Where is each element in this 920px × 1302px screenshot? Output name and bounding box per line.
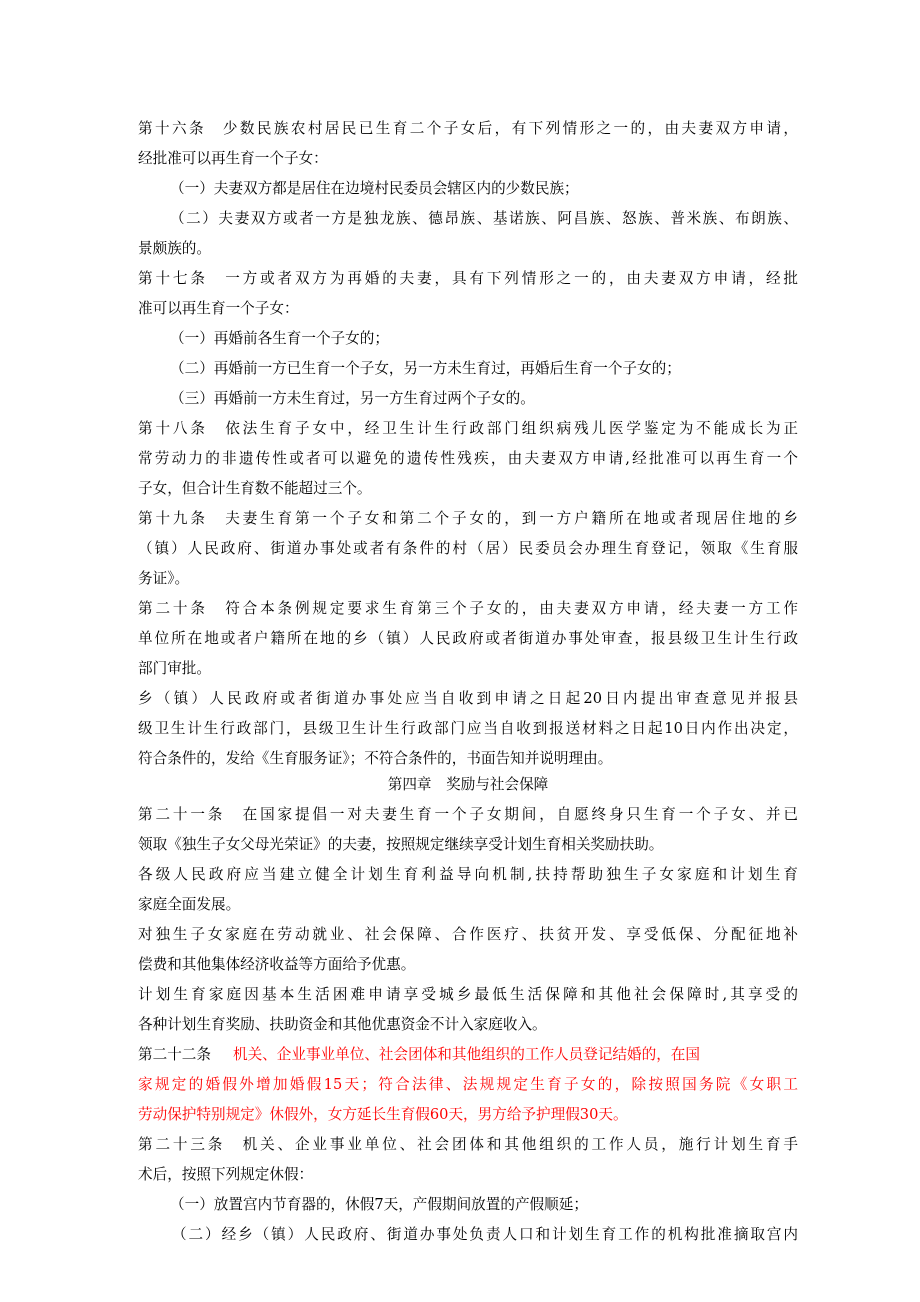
article-20-para-2-line-2: 级卫生计生行政部门，县级卫生计生行政部门应当自收到报送材料之日起10日内作出决定， [138, 720, 798, 737]
article-17-item-3: （三）再婚前一方未生育过，另一方生育过两个子女的。 [170, 390, 535, 407]
article-16-item-1: （一）夫妻双方都是居住在边境村民委员会辖区内的少数民族； [170, 180, 579, 197]
article-21-line-2: 领取《独生子女父母光荣证》的夫妻，按照规定继续享受计划生育相关奖励扶助。 [138, 836, 664, 853]
article-19-line-3: 务证》。 [138, 570, 190, 587]
article-21-para-4-line-1: 计划生育家庭因基本生活困难申请享受城乡最低生活保障和其他社会保障时,其享受的 [138, 986, 798, 1003]
article-21-line-1: 第二十一条 在国家提倡一对夫妻生育一个子女期间，自愿终身只生育一个子女、并已 [138, 806, 798, 823]
article-22-number: 第二十二条 [138, 1046, 211, 1063]
article-17-item-1: （一）再婚前各生育一个子女的； [170, 330, 389, 347]
chapter-4-heading: 第四章 奖励与社会保障 [387, 776, 549, 793]
article-23-line-2: 术后，按照下列规定休假： [138, 1166, 314, 1183]
article-16-item-2-line-2: 景颇族的。 [138, 240, 211, 257]
article-19-line-1: 第十九条 夫妻生育第一个子女和第二个子女的，到一方户籍所在地或者现居住地的乡 [138, 510, 798, 527]
article-23-line-1: 第二十三条 机关、企业事业单位、社会团体和其他组织的工作人员，施行计划生育手 [138, 1136, 798, 1153]
article-16-line-2: 经批准可以再生育一个子女： [138, 150, 328, 167]
article-22-line-1 [138, 1040, 798, 1070]
article-20-line-1: 第二十条 符合本条例规定要求生育第三个子女的，由夫妻双方申请，经夫妻一方工作 [138, 600, 798, 617]
article-22-highlight-3: 劳动保护特别规定》休假外，女方延长生育假60天，男方给予护理假30天。 [138, 1106, 628, 1123]
article-23-item-1: （一）放置宫内节育器的，休假7天，产假期间放置的产假顺延； [170, 1196, 588, 1213]
article-17-item-2: （二）再婚前一方已生育一个子女，另一方未生育过，再婚后生育一个子女的； [170, 360, 681, 377]
article-17-line-2: 准可以再生育一个子女： [138, 300, 299, 317]
article-22-highlight-1: 机关、企业事业单位、社会团体和其他组织的工作人员登记结婚的，在国 [232, 1046, 700, 1063]
article-23-item-2-line-1: （二）经乡（镇）人民政府、街道办事处负责人口和计划生育工作的机构批准摘取宫内 [172, 1226, 798, 1243]
article-21-para-2-line-1: 各级人民政府应当建立健全计划生育利益导向机制,扶持帮助独生子女家庭和计划生育 [138, 866, 798, 883]
article-20-line-3: 部门审批。 [138, 660, 211, 677]
article-18-line-1: 第十八条 依法生育子女中，经卫生计生行政部门组织病残儿医学鉴定为不能成长为正 [138, 420, 798, 437]
article-20-para-2-line-3: 符合条件的，发给《生育服务证》；不符合条件的，书面告知并说明理由。 [138, 750, 613, 767]
article-16-item-2-line-1: （二）夫妻双方或者一方是独龙族、德昂族、基诺族、阿昌族、怒族、普米族、布朗族、 [170, 210, 798, 227]
article-20-para-2-line-1: 乡（镇）人民政府或者街道办事处应当自收到申请之日起20日内提出审查意见并报县 [138, 690, 798, 707]
article-20-line-2: 单位所在地或者户籍所在地的乡（镇）人民政府或者街道办事处审查，报县级卫生计生行政 [138, 630, 798, 647]
article-16-line-1: 第十六条 少数民族农村居民已生育二个子女后，有下列情形之一的，由夫妻双方申请， [138, 120, 798, 137]
article-19-line-2: （镇）人民政府、街道办事处或者有条件的村（居）民委员会办理生育登记，领取《生育服 [138, 540, 798, 557]
article-21-para-3-line-1: 对独生子女家庭在劳动就业、社会保障、合作医疗、扶贫开发、享受低保、分配征地补 [138, 926, 798, 943]
article-18-line-2: 常劳动力的非遗传性或者可以避免的遗传性残疾，由夫妻双方申请,经批准可以再生育一个 [138, 450, 798, 467]
article-21-para-3-line-2: 偿费和其他集体经济收益等方面给予优惠。 [138, 956, 416, 973]
article-21-para-4-line-2: 各种计划生育奖励、扶助资金和其他优惠资金不计入家庭收入。 [138, 1016, 547, 1033]
article-21-para-2-line-2: 家庭全面发展。 [138, 896, 241, 913]
article-22-highlight-2: 家规定的婚假外增加婚假15天；符合法律、法规规定生育子女的，除按照国务院《女职工 [138, 1076, 798, 1093]
article-17-line-1: 第十七条 一方或者双方为再婚的夫妻，具有下列情形之一的，由夫妻双方申请，经批 [138, 270, 798, 287]
article-18-line-3: 子女，但合计生育数不能超过三个。 [138, 480, 372, 497]
